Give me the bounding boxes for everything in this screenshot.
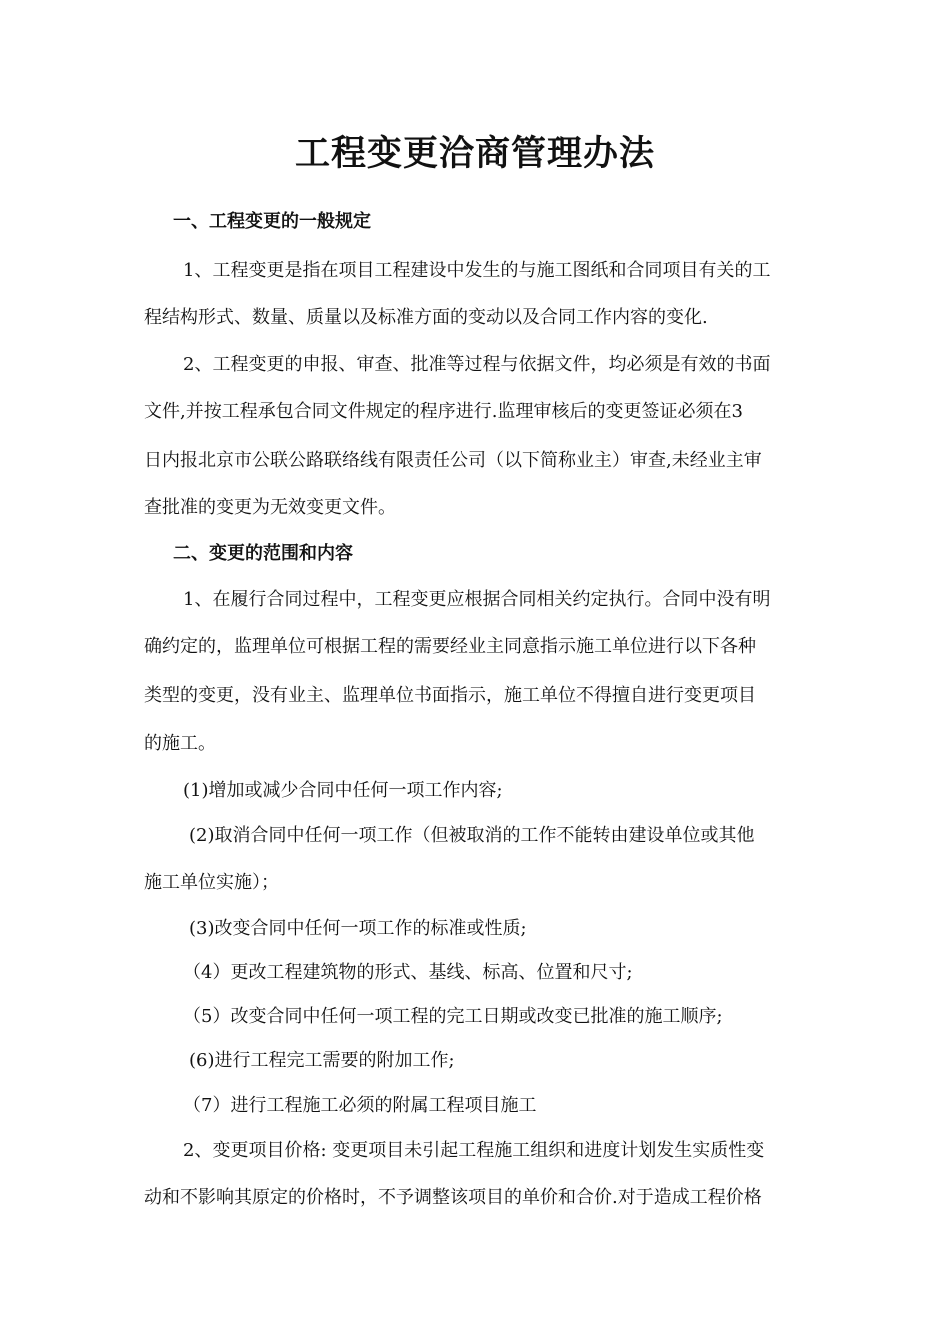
list-item: (3)改变合同中任何一项工作的标准或性质; xyxy=(189,918,527,939)
list-item: (2)取消合同中任何一项工作（但被取消的工作不能转由建设单位或其他 xyxy=(189,825,755,846)
paragraph-line: 2、工程变更的申报、审查、批准等过程与依据文件，均必须是有效的书面 xyxy=(183,354,771,375)
paragraph-line: 确约定的，监理单位可根据工程的需要经业主同意指示施工单位进行以下各种 xyxy=(144,636,756,657)
list-item: （4）更改工程建筑物的形式、基线、标高、位置和尺寸; xyxy=(183,962,633,983)
paragraph-line: 2、变更项目价格: 变更项目未引起工程施工组织和进度计划发生实质性变 xyxy=(183,1140,765,1161)
paragraph-line: 程结构形式、数量、质量以及标准方面的变动以及合同工作内容的变化. xyxy=(144,307,708,328)
paragraph-line: 文件,并按工程承包合同文件规定的程序进行.监理审核后的变更签证必须在3 xyxy=(144,401,743,422)
document-title: 工程变更洽商管理办法 xyxy=(294,133,655,174)
list-item: (6)进行工程完工需要的附加工作; xyxy=(189,1050,455,1071)
section-heading-2: 二、变更的范围和内容 xyxy=(173,543,353,564)
list-item: （7）进行工程施工必须的附属工程项目施工 xyxy=(183,1095,537,1116)
list-item: （5）改变合同中任何一项工程的完工日期或改变已批准的施工顺序; xyxy=(183,1006,723,1027)
paragraph-line: 查批准的变更为无效变更文件。 xyxy=(144,497,396,518)
paragraph-line: 日内报北京市公联公路联络线有限责任公司（以下简称业主）审查,未经业主审 xyxy=(144,450,762,471)
paragraph-line: 1、工程变更是指在项目工程建设中发生的与施工图纸和合同项目有关的工 xyxy=(183,260,771,281)
list-item-continuation: 施工单位实施）； xyxy=(144,872,279,893)
list-item: (1)增加或减少合同中任何一项工作内容; xyxy=(183,780,503,801)
section-heading-1: 一、工程变更的一般规定 xyxy=(173,211,371,232)
paragraph-line: 的施工。 xyxy=(144,733,216,754)
paragraph-line: 动和不影响其原定的价格时，不予调整该项目的单价和合价.对于造成工程价格 xyxy=(144,1187,762,1208)
paragraph-line: 类型的变更，没有业主、监理单位书面指示，施工单位不得擅自进行变更项目 xyxy=(144,685,756,706)
paragraph-line: 1、在履行合同过程中，工程变更应根据合同相关约定执行。合同中没有明 xyxy=(183,589,771,610)
